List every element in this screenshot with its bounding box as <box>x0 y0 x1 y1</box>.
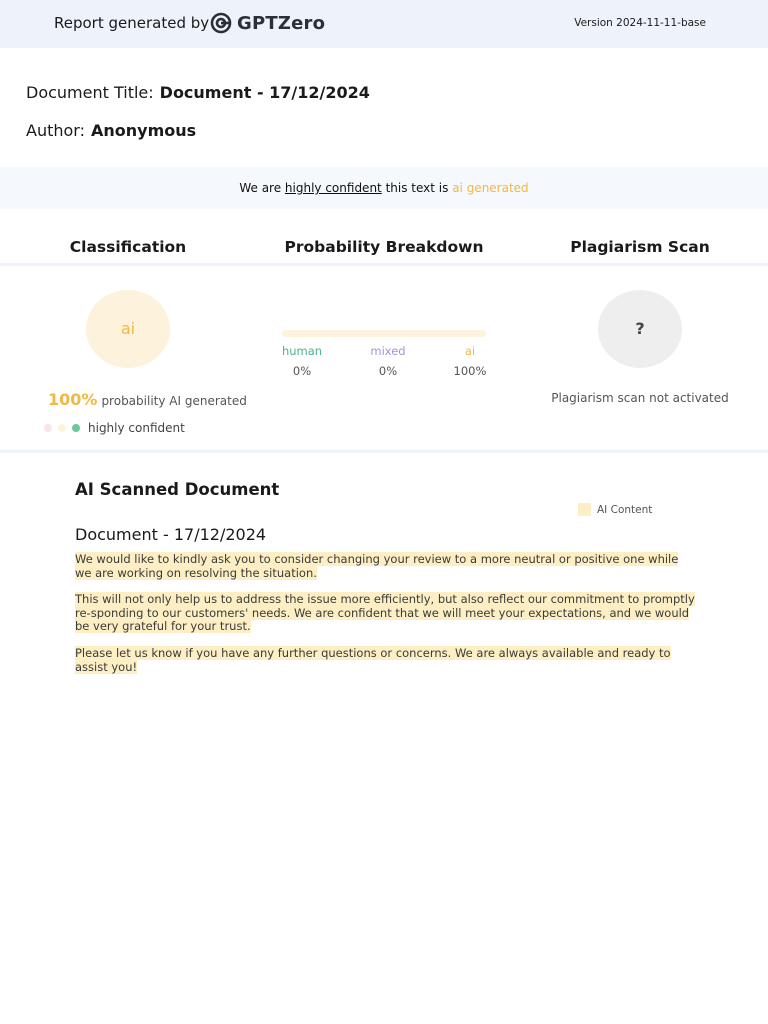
verdict-banner <box>0 167 768 209</box>
probability-summary <box>48 390 247 409</box>
author-row <box>26 121 196 140</box>
confidence-dot-medium <box>58 424 66 432</box>
banner-middle: this text is <box>381 181 453 195</box>
confidence-dot-high <box>72 424 80 432</box>
scanned-document-heading: AI Scanned Document <box>75 480 280 499</box>
banner-verdict: ai generated <box>452 181 529 195</box>
category-human: human <box>281 344 323 358</box>
version-label: Version 2024-11-11-base <box>574 17 706 29</box>
author-label: Author: <box>26 121 85 140</box>
section-divider <box>0 263 768 266</box>
plagiarism-badge: ? <box>598 290 682 368</box>
banner-confidence-link[interactable]: highly confident <box>284 181 382 195</box>
classification-heading: Classification <box>69 238 187 256</box>
category-mixed: mixed <box>370 344 406 358</box>
confidence-text: highly confident <box>88 421 185 435</box>
gptzero-logo-icon <box>209 11 233 35</box>
document-paragraph <box>75 647 695 674</box>
gptzero-logo[interactable] <box>209 11 325 35</box>
ai-highlight: This will not only help us to address the issue more efficiently, but also reflect our commitment to promptly re-sponding to our customers' needs. We are confident that we will meet your expectations, and we would be very grateful for your trust. <box>75 592 695 633</box>
author-value: Anonymous <box>90 121 197 140</box>
plagiarism-heading: Plagiarism Scan <box>570 238 710 256</box>
confidence-dot-low <box>44 424 52 432</box>
scanned-document-name: Document - 17/12/2024 <box>75 525 267 544</box>
confidence-indicator <box>44 421 185 435</box>
logo-text: GPTZero <box>237 12 326 34</box>
probability-heading: Probability Breakdown <box>284 238 484 256</box>
plagiarism-status: Plagiarism scan not activated <box>551 391 729 405</box>
legend-label: AI Content <box>597 503 653 516</box>
classification-badge: ai <box>86 290 170 368</box>
probability-bar <box>282 330 486 337</box>
ai-content-legend <box>578 503 652 516</box>
ai-highlight: Please let us know if you have any further questions or concerns. We are always available and ready to assist you! <box>75 646 671 674</box>
legend-swatch <box>578 503 591 516</box>
probability-percent: 100% <box>48 390 98 409</box>
document-title-value: Document - 17/12/2024 <box>159 83 370 102</box>
document-title-row <box>26 83 370 102</box>
section-divider <box>0 450 768 453</box>
document-title-label: Document Title: <box>26 83 154 102</box>
report-header <box>0 0 768 48</box>
ai-highlight: We would like to kindly ask you to consider changing your review to a more neutral or positive one while we are working on resolving the situation. <box>75 552 679 580</box>
generated-by-text: Report generated by <box>54 14 210 32</box>
value-ai: 100% <box>453 364 487 378</box>
value-mixed: 0% <box>378 364 398 378</box>
banner-prefix: We are <box>239 181 285 195</box>
probability-text: probability AI generated <box>101 394 247 408</box>
document-paragraph <box>75 553 695 580</box>
value-human: 0% <box>292 364 312 378</box>
document-paragraph <box>75 593 695 634</box>
category-ai: ai <box>464 344 476 358</box>
